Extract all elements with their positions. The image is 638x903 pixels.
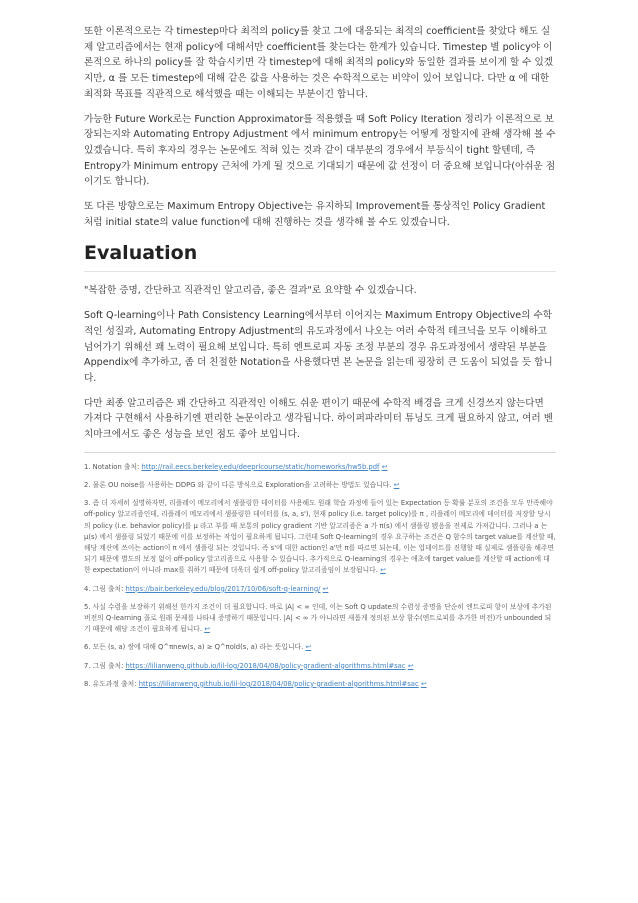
footnote-text: 그림 출처: bbox=[92, 661, 126, 670]
footnote-text: 유도과정 출처: bbox=[92, 679, 139, 688]
paragraph-eval-math: Soft Q-learning이나 Path Consistency Learning에서부터 이어지는 Maximum Entropy Objective의 수학적인 성질과, Automating Entropy Adjustment의 유도과정에서 나오는 여러 수학적 테크닉을 모두 이해하고 넘어가기 위해선 꽤 노력이 필요해 보입니다. 특히 엔트로피 자동 조정 부분의 경우 유도과정에서 생략된 부분을 Appendix에 추가하고, 좀 더 친절한 Notation을 사용했다면 본 논문을 읽는데 굉장히 큰 도움이 되었을 듯 합니다. bbox=[84, 310, 553, 384]
footnote-backref-icon[interactable]: ↩ bbox=[420, 679, 427, 688]
footnote-number: 3. bbox=[84, 499, 91, 508]
document-body bbox=[84, 24, 556, 697]
footnote-link[interactable]: https://bair.berkeley.edu/blog/2017/10/06/soft-q-learning/ bbox=[125, 584, 321, 593]
footnote-backref-icon[interactable]: ↩ bbox=[407, 661, 414, 670]
footnote-backref-icon[interactable]: ↩ bbox=[393, 480, 400, 489]
paragraph-future-work: 가능한 Future Work로는 Function Approximator를 적용했을 때 Soft Policy Iteration 정리가 이론적으로 보장되는지와 Automating Entropy Adjustment 에서 minimum entropy는 어떻게 정할지에 관해 생각해 볼 수 있겠습니다. 특히 후자의 경우는 논문에도 적혀 있는 것과 같이 대부분의 경우에서 부등식이 tight 할텐데, 즉 Entropy가 Minimum entropy 근처에 가게 될 것으로 기대되기 때문에 값 선정이 더 중요해 보입니다(아쉬운 점이기도 합니다). bbox=[84, 113, 556, 188]
footnote bbox=[84, 480, 556, 491]
footnote-backref-icon[interactable]: ↩ bbox=[381, 462, 388, 471]
footnote-number: 6. bbox=[84, 643, 91, 652]
footnote-text: 사실 수렴을 보장하기 위해선 한가지 조건이 더 필요합니다. 바로 |A| < ∞ 인데, 이는 Soft Q update의 수렴성 증명을 단순히 엔트로피 항이 보상에 추가된 버전의 Q-learning 꼴로 원래 문제를 나타내 증명하기 때문입니다. |A| < ∞ 가 아니라면 새롭게 정의된 보상 함수(엔트로피를 추가한 버전)가 unbounded 되기 때문에 해당 조건이 필요하게 됩니다. bbox=[84, 602, 552, 634]
paragraph-limitation: 또한 이론적으로는 각 timestep마다 최적의 policy를 찾고 그에 대응되는 최적의 coefficient를 찾았다 해도 실제 알고리즘에서는 현재 policy에 대해서만 coefficient를 찾는다는 한계가 있습니다. Timestep 별 policy야 이론적으로 하나의 policy를 잘 학습시키면 각 timestep에 대해 최적의 policy와 동일한 결과를 보이게 할 수 있겠지만, α 를 모든 timestep에 대해 같은 값을 사용하는 것은 수학적으로는 비약이 있어 보입니다. 다만 α 에 대한 최적화 목표를 직관적으로 해석했을 때는 이해되는 부분이긴 합니다. bbox=[84, 26, 554, 100]
section-title-evaluation: Evaluation bbox=[84, 242, 198, 265]
footnote-backref-icon[interactable]: ↩ bbox=[380, 566, 386, 575]
footnote-text: Notation 출처: bbox=[92, 462, 142, 471]
footnote-backref-icon[interactable]: ↩ bbox=[305, 643, 312, 652]
footnote-link[interactable]: http://rail.eecs.berkeley.edu/deeprlcourse/static/homeworks/hw5b.pdf bbox=[141, 462, 380, 471]
footnote-number: 2. bbox=[84, 480, 91, 489]
footnote bbox=[84, 462, 556, 473]
footnote bbox=[84, 661, 556, 672]
footnote bbox=[84, 679, 556, 690]
footnote bbox=[84, 602, 556, 636]
footnote-link[interactable]: https://lilianweng.github.io/lil-log/2018/04/08/policy-gradient-algorithms.html#sac bbox=[125, 661, 406, 670]
footnote-text: 물론 OU noise를 사용하는 DDPG 와 같이 다른 방식으로 Exploration을 고려하는 방법도 있습니다. bbox=[92, 480, 392, 489]
footnotes-divider bbox=[84, 452, 556, 453]
footnote bbox=[84, 498, 556, 576]
paragraph-other-direction: 또 다른 방향으로는 Maximum Entropy Objective는 유지하되 Improvement를 통상적인 Policy Gradient 처럼 initial state의 value function에 대해 진행하는 것을 생각해 볼 수도 있겠습니다. bbox=[84, 201, 546, 228]
paragraph-eval-algorithm: 다만 최종 알고리즘은 꽤 간단하고 직관적인 이해도 쉬운 편이기 때문에 수학적 배경을 크게 신경쓰지 않는다면 가져다 구현해서 사용하기엔 편리한 논문이라고 생각됩니다. 하이퍼파라미터 튜닝도 크게 필요하지 않고, 여러 벤치마크에서도 좋은 성능을 보인 점도 좋아 보입니다. bbox=[84, 397, 554, 441]
section-divider bbox=[84, 271, 556, 272]
footnote-number: 4. bbox=[84, 584, 91, 593]
footnote-backref-icon[interactable]: ↩ bbox=[322, 584, 329, 593]
footnote bbox=[84, 584, 556, 595]
footnote bbox=[84, 642, 556, 653]
footnote-backref-icon[interactable]: ↩ bbox=[204, 625, 210, 634]
footnote-text: 좀 더 자세히 설명하자면, 리플레이 메모리에서 샘플링한 데이터를 사용해도 원래 학습 과정에 들어 있는 Expectation 등 확률 분포의 조건을 모두 만족해야 off-policy 알고리즘인데, 리플레이 메모리에서 샘플링한 데이터를 (s, a, s'), 현재 policy (i.e. target policy)를 π , 리플레이 메모리에 데이터를 저장할 당시의 policy (i.e. behavior policy)를 μ 라고 부를 때 보통의 policy gradient 기반 알고리즘은 a 가 π(s) 에서 샘플링 됐음을 전제로 가져갑니다. 그러나 a 는 μ(s) 에서 샘플링 되었기 때문에 이를 보정하는 작업이 필요하게 됩니다. 그런데 Soft Q-learning의 경우 요구하는 조건은 Q 함수의 target value를 계산할 때, 해당 계산에 쓰이는 action이 π 에서 샘플링 되는 것입니다. 즉 s'에 대한 action인 a'만 π를 따르면 되는데, 이는 업데이트를 진행할 때 실제로 샘플링을 해주면 되기 때문에 별도의 보정 없이 off-policy 알고리즘으로 사용할 수 있습니다. 추가적으로 Q-learning의 경우는 애초에 target value를 계산할 때 action에 대한 expectation이 아니라 max를 취하기 때문에 더욱더 쉽게 off-policy 알고리즘임이 보장됩니다. bbox=[84, 499, 556, 575]
footnote-number: 5. bbox=[84, 602, 91, 611]
footnote-number: 7. bbox=[84, 661, 91, 670]
paragraph-eval-summary: "복잡한 증명, 간단하고 직관적인 알고리즘, 좋은 결과"로 요약할 수 있겠습니다. bbox=[84, 285, 417, 297]
footnote-link[interactable]: https://lilianweng.github.io/lil-log/2018/04/08/policy-gradient-algorithms.html#sac bbox=[138, 679, 419, 688]
footnotes bbox=[84, 462, 556, 690]
footnote-number: 8. bbox=[84, 679, 91, 688]
footnote-text: 그림 출처: bbox=[92, 584, 126, 593]
footnote-text: 모든 (s, a) 쌍에 대해 Q^πnew(s, a) ≥ Q^πold(s, a) 라는 뜻입니다. bbox=[92, 643, 304, 652]
footnote-number: 1. bbox=[84, 462, 91, 471]
